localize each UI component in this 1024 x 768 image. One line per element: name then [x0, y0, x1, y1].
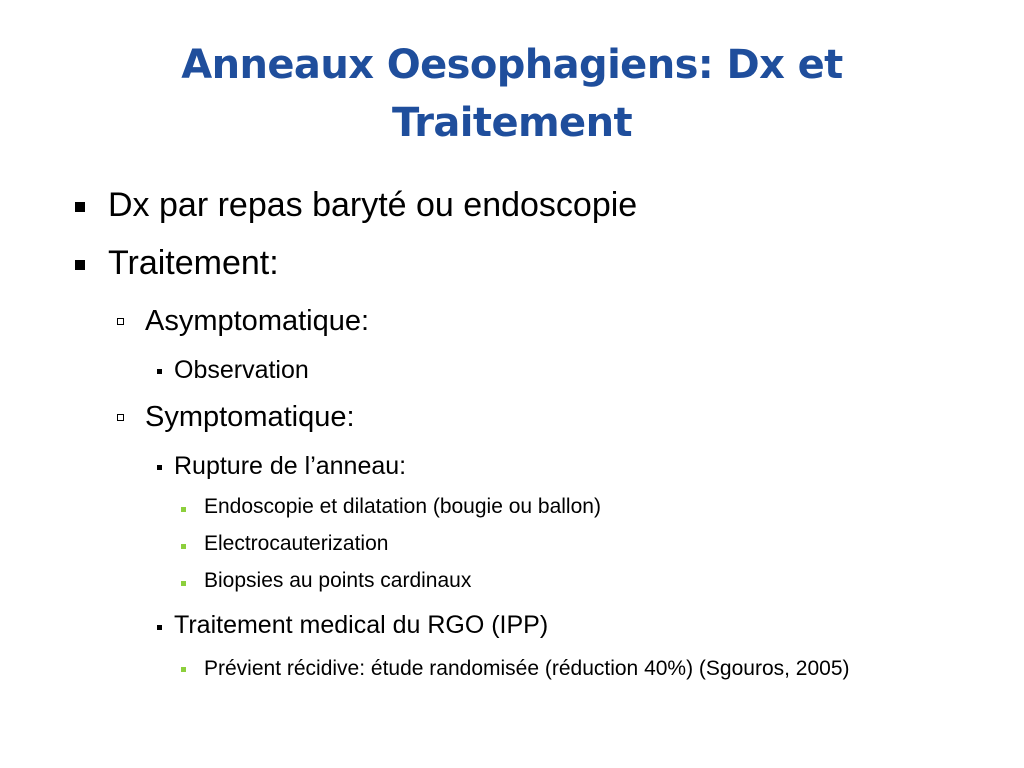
- green-square-bullet-icon: [181, 507, 186, 512]
- title-line-2: Traitement: [392, 100, 632, 146]
- bullet-item: Traitement medical du RGO (IPP): [174, 611, 549, 639]
- small-square-bullet-icon: [157, 625, 162, 630]
- green-square-bullet-icon: [181, 667, 186, 672]
- bullet-item: Dx par repas baryté ou endoscopie: [108, 186, 638, 224]
- bullet-item: Electrocauterization: [204, 532, 389, 555]
- bullet-item: Asymptomatique:: [145, 305, 370, 337]
- hollow-square-bullet-icon: [117, 414, 124, 421]
- small-square-bullet-icon: [157, 369, 162, 374]
- hollow-square-bullet-icon: [117, 318, 124, 325]
- bullet-item: Endoscopie et dilatation (bougie ou ballon): [204, 495, 601, 518]
- bullet-item: Traitement:: [108, 244, 279, 282]
- square-bullet-icon: [75, 260, 85, 270]
- bullet-item: Rupture de l’anneau:: [174, 452, 407, 480]
- slide-title: [60, 36, 964, 152]
- bullet-item: Biopsies au points cardinaux: [204, 569, 472, 592]
- green-square-bullet-icon: [181, 544, 186, 549]
- small-square-bullet-icon: [157, 465, 162, 470]
- square-bullet-icon: [75, 202, 85, 212]
- bullet-item: Observation: [174, 356, 309, 384]
- bullet-item: Symptomatique:: [145, 401, 355, 433]
- title-line-1: Anneaux Oesophagiens: Dx et: [181, 42, 843, 88]
- green-square-bullet-icon: [181, 581, 186, 586]
- bullet-item: Prévient récidive: étude randomisée (réduction 40%) (Sgouros, 2005): [204, 657, 850, 680]
